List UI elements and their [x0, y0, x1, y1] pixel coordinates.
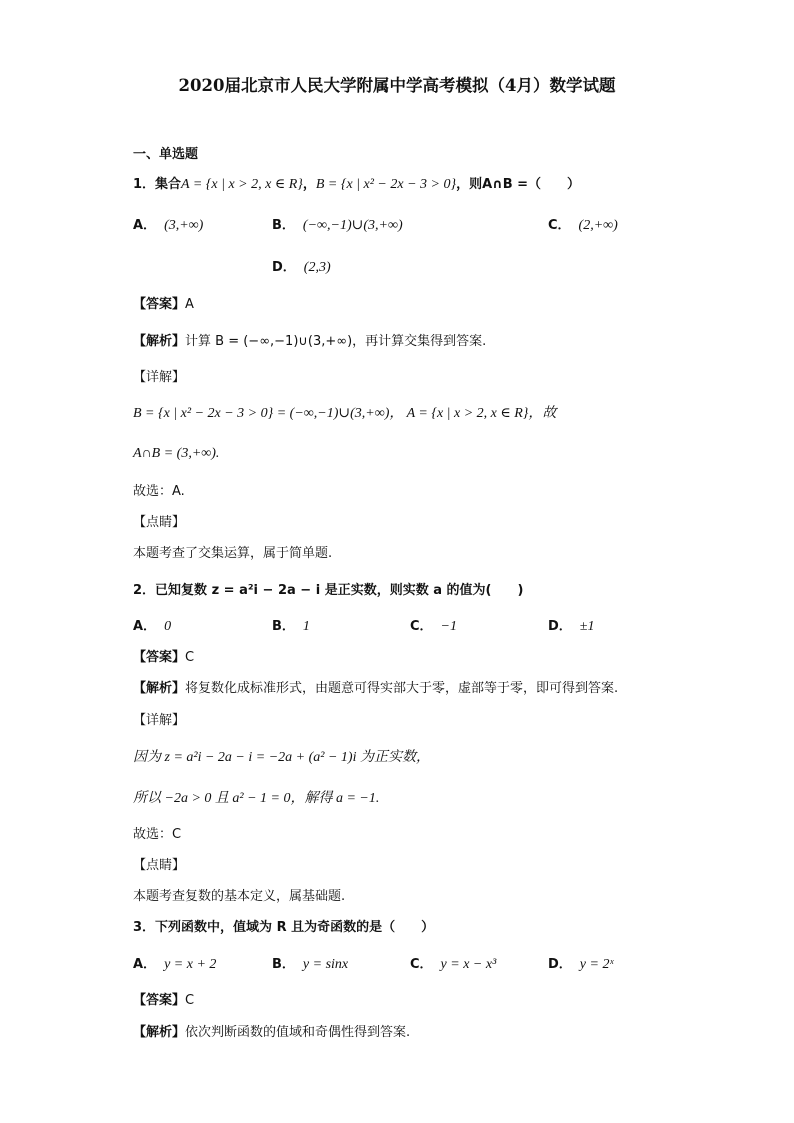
answer-tag: 【答案】 — [133, 297, 186, 312]
option-text: −1 — [440, 619, 457, 634]
option-label: D． — [548, 957, 572, 972]
option-label: C． — [410, 957, 433, 972]
q2-stem: 2．已知复数 z = a²i − 2a − i 是正实数，则实数 a 的值为( ) — [133, 583, 524, 598]
option-label: B． — [272, 957, 295, 972]
option-text: 1 — [302, 619, 310, 634]
q2-detail-tag: 【详解】 — [133, 713, 186, 728]
option-text: (2,+∞) — [578, 218, 618, 233]
q3-option-d — [548, 955, 613, 975]
q3-answer — [133, 991, 194, 1011]
q1-detail-line-1 — [133, 404, 556, 424]
q1-option-c — [548, 216, 618, 236]
option-text: y = x − x³ — [440, 957, 497, 972]
document-title: 2020届北京市人民大学附属中学高考模拟（4月）数学试题 — [178, 76, 616, 95]
option-text: (−∞,−1)∪(3,+∞) — [302, 218, 403, 233]
option-label: D． — [272, 260, 296, 275]
answer-value: C — [185, 650, 195, 665]
q1-set-b: B = {x | x² − 2x − 3 > 0} — [315, 177, 457, 192]
answer-value: C — [185, 993, 195, 1008]
option-label: C． — [548, 218, 571, 233]
q2-option-c — [410, 617, 457, 637]
analysis-text: 依次判断函数的值域和奇偶性得到答案. — [185, 1025, 411, 1040]
q3-option-b — [272, 955, 348, 975]
detail-math: 因为 z = a²i − 2a − i = −2a + (a² − 1)i 为正实数， — [133, 750, 430, 765]
q3-stem: 3．下列函数中，值域为 R 且为奇函数的是（ ） — [133, 920, 435, 935]
detail-math: A∩B = (3,+∞). — [133, 446, 220, 461]
option-label: A． — [133, 619, 157, 634]
q2-detail-line-1 — [133, 748, 430, 768]
q2-option-a — [133, 617, 171, 637]
q1-option-d — [272, 258, 331, 278]
answer-tag: 【答案】 — [133, 993, 186, 1008]
option-label: B． — [272, 619, 295, 634]
analysis-tag: 【解析】 — [133, 334, 186, 349]
q2-comment-tag: 【点睛】 — [133, 858, 186, 873]
analysis-text: 将复数化成标准形式，由题意可得实部大于零，虚部等于零，即可得到答案. — [185, 681, 619, 696]
q1-comment-tag: 【点睛】 — [133, 515, 186, 530]
q1-stem — [133, 175, 580, 195]
option-label: D． — [548, 619, 572, 634]
q3-option-a — [133, 955, 216, 975]
option-label: A． — [133, 957, 157, 972]
option-text: ±1 — [579, 619, 595, 634]
q2-choice: 故选：C — [133, 827, 182, 842]
analysis-tag: 【解析】 — [133, 1025, 186, 1040]
detail-math: B = {x | x² − 2x − 3 > 0} = (−∞,−1)∪(3,+∞)， A = {x | x > 2, x ∈ R}，故 — [133, 406, 557, 421]
q1-separator: ， — [302, 177, 316, 192]
q1-analysis — [133, 332, 486, 352]
q2-option-b — [272, 617, 310, 637]
analysis-tag: 【解析】 — [133, 681, 186, 696]
option-label: C． — [410, 619, 433, 634]
q1-choice: 故选：A. — [133, 484, 185, 499]
q2-comment: 本题考查复数的基本定义，属基础题. — [133, 889, 346, 904]
q2-detail-line-2 — [133, 789, 379, 809]
q2-analysis — [133, 679, 618, 699]
q1-set-a: A = {x | x > 2, x ∈ R} — [181, 177, 303, 192]
q2-option-d — [548, 617, 594, 637]
q1-answer — [133, 295, 194, 315]
option-text: y = sinx — [302, 957, 349, 972]
answer-tag: 【答案】 — [133, 650, 186, 665]
analysis-text: 计算 B = (−∞,−1)∪(3,+∞)，再计算交集得到答案. — [185, 334, 487, 349]
q3-analysis — [133, 1023, 410, 1043]
q1-option-a — [133, 216, 203, 236]
option-label: B． — [272, 218, 295, 233]
q1-option-b — [272, 216, 403, 236]
option-label: A． — [133, 218, 157, 233]
option-text: (2,3) — [303, 260, 331, 275]
answer-value: A — [185, 297, 194, 312]
option-text: (3,+∞) — [164, 218, 204, 233]
detail-math: 所以 −2a > 0 且 a² − 1 = 0，解得 a = −1. — [133, 791, 380, 806]
option-text: y = x + 2 — [164, 957, 217, 972]
q2-answer — [133, 648, 194, 668]
q1-detail-line-2 — [133, 444, 219, 464]
q1-detail-tag: 【详解】 — [133, 370, 186, 385]
q1-stem-suffix: ，则A∩B =（ ） — [456, 177, 581, 192]
q1-number: 1．集合 — [133, 177, 182, 192]
q3-option-c — [410, 955, 496, 975]
section-heading: 一、单选题 — [133, 147, 199, 162]
option-text: 0 — [164, 619, 172, 634]
q1-comment: 本题考查了交集运算，属于简单题. — [133, 546, 333, 561]
option-text: y = 2ˣ — [579, 957, 614, 972]
